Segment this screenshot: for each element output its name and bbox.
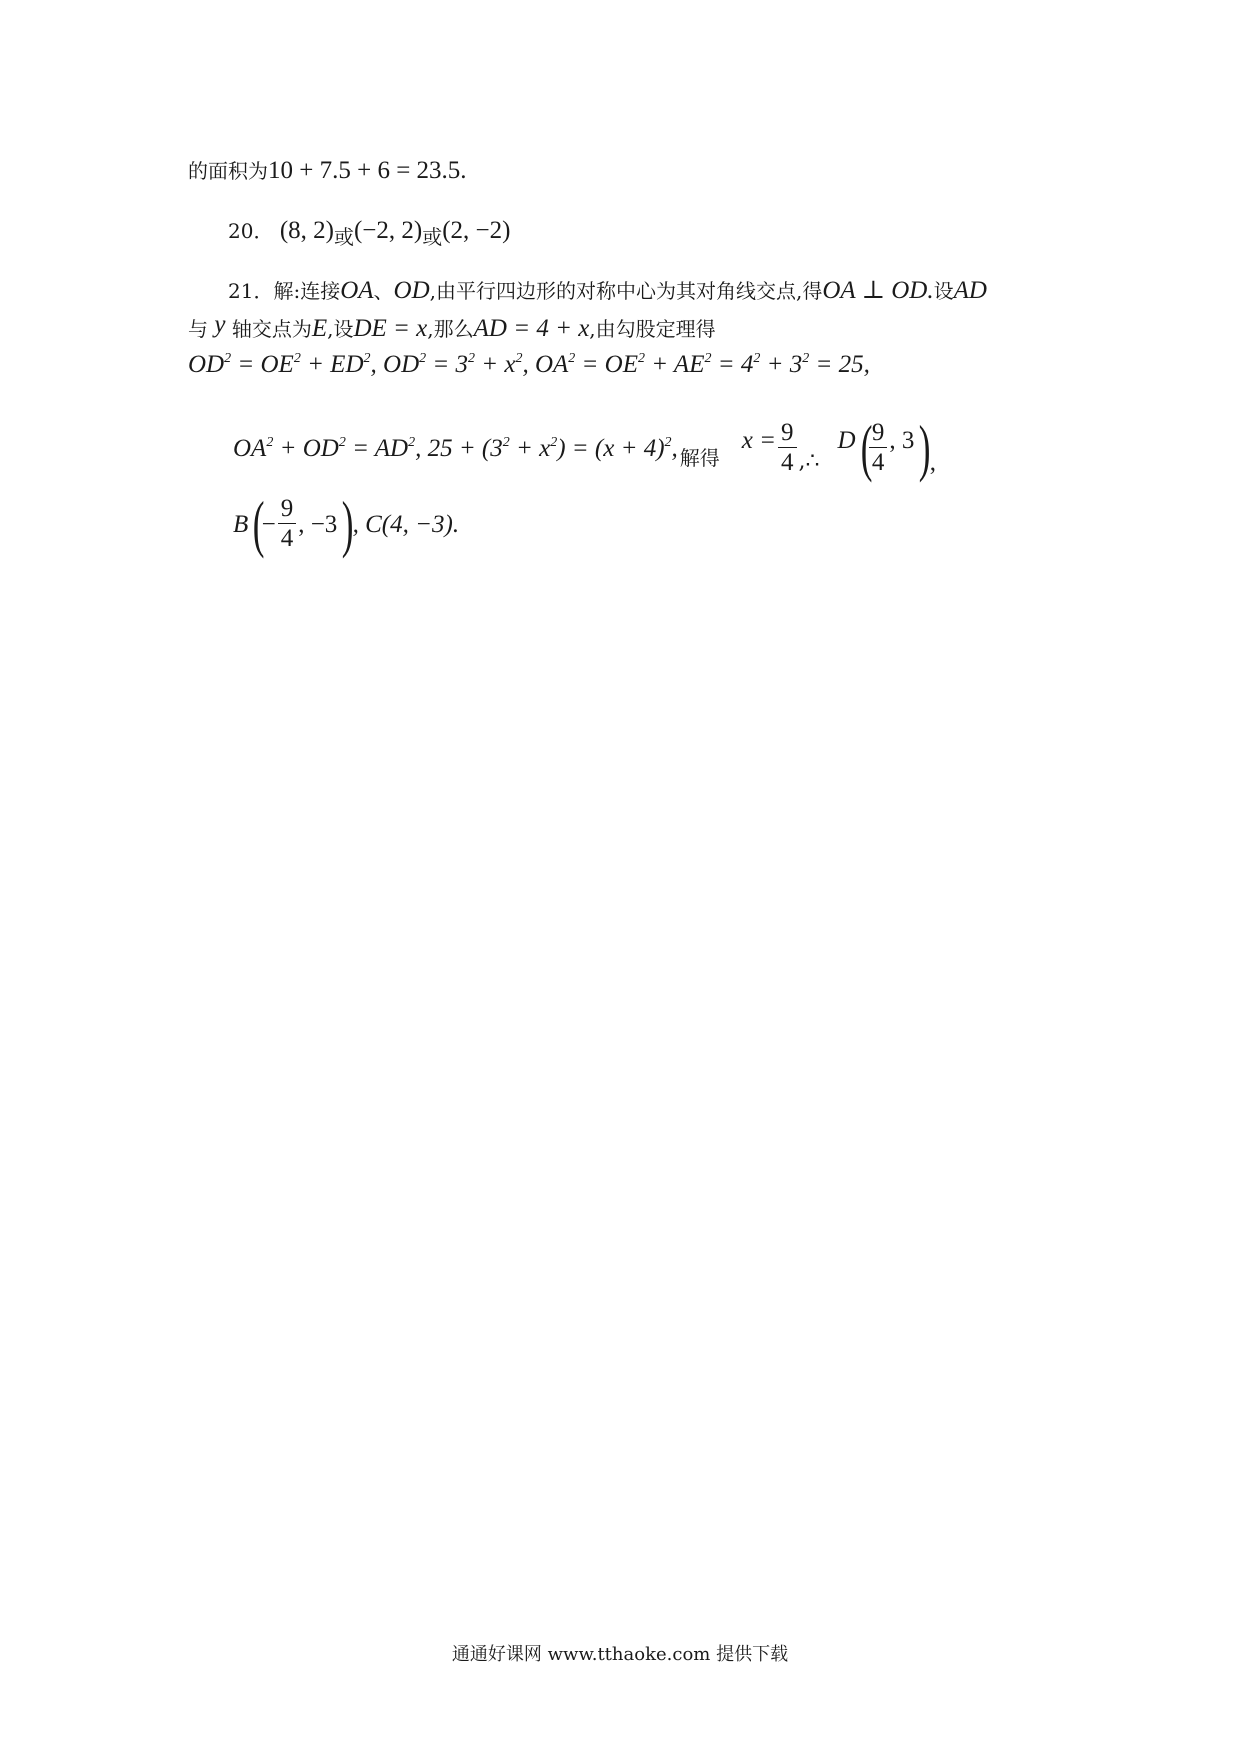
sq: 2 — [293, 351, 301, 366]
text-solve: 解得 — [679, 446, 720, 470]
sq: 2 — [753, 351, 761, 366]
eq5-result: = 25, — [809, 351, 870, 378]
q21-sep: 、 — [373, 279, 394, 303]
sq: 2 — [638, 351, 645, 366]
sq: 2 — [515, 351, 523, 366]
q21-text-2: ,由平行四边形的对称中心为其对角线交点,得 — [429, 279, 823, 303]
answer-line-20 — [228, 217, 511, 249]
perpendicular-statement: OA ⊥ OD. — [822, 277, 934, 304]
eq5-x: + x — [475, 351, 516, 378]
eq6-25: , 25 + (3 — [415, 434, 503, 462]
eq6-comma: , — [671, 434, 678, 462]
fraction-b-x — [278, 496, 297, 553]
sq: 2 — [363, 351, 371, 366]
point-d-y: , 3 — [889, 426, 915, 454]
point-3: (2, −2) — [442, 217, 511, 244]
eq5-oe: = OE — [231, 351, 294, 378]
paren-left: ( — [253, 488, 265, 559]
text-yu: 与 — [188, 317, 208, 341]
fraction-numerator: 9 — [869, 420, 888, 448]
point-c: , C(4, −3). — [352, 510, 460, 538]
eq6-oa: OA — [233, 434, 267, 462]
sq: 2 — [224, 351, 232, 366]
eq6-end-comma: , — [929, 448, 936, 476]
sq: 2 — [802, 351, 810, 366]
eq6-x4: ) = (x + 4) — [557, 434, 665, 462]
text-pythagoras: ,由勾股定理得 — [589, 317, 716, 341]
page-footer: 通通好课网 www.tthaoke.com 提供下载 — [451, 1644, 789, 1665]
fraction-denominator: 4 — [280, 525, 294, 552]
sq: 2 — [550, 434, 558, 450]
fraction-denominator: 4 — [781, 449, 794, 476]
segment-od: OD — [393, 277, 430, 304]
or-1: 或 — [333, 225, 354, 249]
text-let: ,设 — [327, 317, 354, 341]
fraction-numerator: 9 — [278, 496, 297, 524]
paren-right: ) — [342, 488, 354, 559]
area-prefix: 的面积为 — [188, 159, 268, 183]
answer-line-area — [188, 158, 467, 183]
sq: 2 — [502, 434, 510, 450]
q21-text-3: 设 — [933, 279, 954, 303]
eq5-od: OD — [188, 351, 225, 378]
eq6-ad: = AD — [345, 434, 409, 462]
segment-oa: OA — [340, 277, 374, 304]
eq5-oa: , OA — [522, 351, 569, 378]
sq: 2 — [266, 434, 274, 450]
sq: 2 — [419, 351, 427, 366]
eq5-oe2: = OE — [575, 351, 638, 378]
solution-line-4 — [188, 311, 716, 342]
sq: 2 — [468, 351, 475, 366]
eq5-three2: + 3 — [760, 351, 803, 378]
fraction-numerator: 9 — [778, 420, 797, 448]
sq: 2 — [338, 434, 346, 450]
area-expression: 10 + 7.5 + 6 = 23.5. — [268, 157, 467, 184]
sq: 2 — [704, 351, 712, 366]
segment-ad: AD — [953, 277, 987, 304]
sq: 2 — [408, 434, 416, 450]
equation-de: DE = x — [353, 315, 428, 342]
eq5-four: = 4 — [711, 351, 754, 378]
answer-line-21 — [228, 278, 987, 303]
equation-line-7 — [233, 488, 459, 560]
fraction-nine-fourths — [778, 420, 797, 477]
minus-sign: − — [261, 510, 276, 538]
paren-left: ( — [860, 412, 873, 483]
text-then: ,那么 — [427, 317, 474, 341]
eq5-ed: + ED — [300, 351, 364, 378]
eq6-x: + x — [509, 434, 551, 462]
var-y: y — [214, 311, 226, 338]
sq: 2 — [664, 434, 672, 450]
text-therefore: ,∴ — [798, 449, 820, 474]
eq5-three: = 3 — [426, 351, 468, 378]
paren-right: ) — [919, 412, 931, 483]
text-axis-intersection: 轴交点为 — [231, 317, 312, 341]
point-e: E — [311, 315, 328, 342]
or-2: 或 — [422, 225, 443, 249]
point-b-label: B — [233, 510, 249, 538]
question-number-20: 20． — [228, 219, 274, 243]
eq6-od: + OD — [273, 434, 339, 462]
eq6-xeq: x = — [741, 426, 777, 454]
question-number-21: 21． — [228, 279, 274, 303]
eq5-ae: + AE — [645, 351, 705, 378]
equation-ad: AD = 4 + x — [473, 315, 590, 342]
point-d-label: D — [837, 426, 856, 454]
sq: 2 — [568, 351, 576, 366]
q21-text-1: 解:连接 — [273, 279, 341, 303]
point-1: (8, 2) — [279, 217, 334, 244]
equation-line-5 — [188, 352, 870, 377]
point-2: (−2, 2) — [353, 217, 423, 244]
eq5-od2: , OD — [370, 351, 420, 378]
fraction-denominator: 4 — [871, 449, 885, 476]
equation-line-6 — [233, 412, 936, 484]
point-b-y: , −3 — [298, 510, 338, 538]
